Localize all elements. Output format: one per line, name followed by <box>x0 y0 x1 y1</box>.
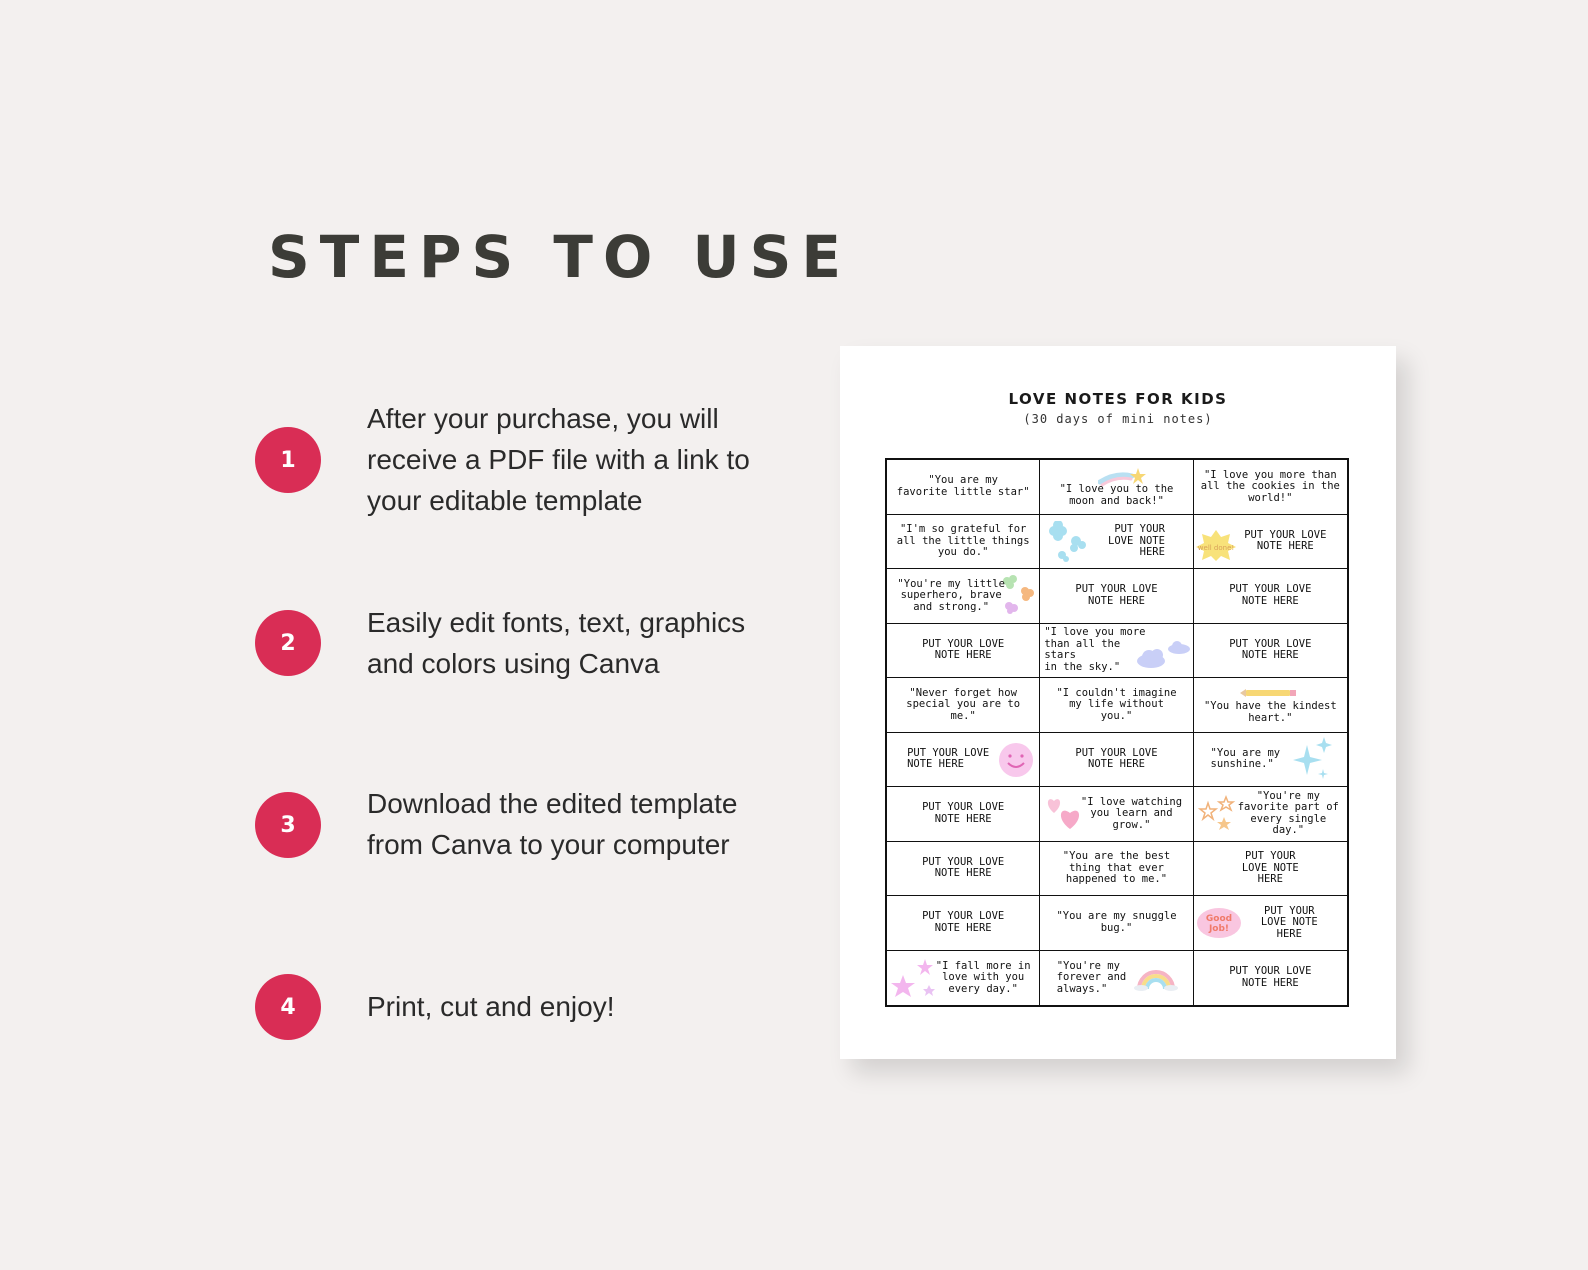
note-text: PUT YOUR LOVE NOTE HERE <box>1229 637 1312 662</box>
note-text: "I fall more in love with you every day." <box>935 959 1031 995</box>
note-card <box>1194 951 1347 1006</box>
step-number-badge: 2 <box>255 610 321 676</box>
note-card <box>1194 569 1347 624</box>
note-text: "I love you to the moon and back!" <box>1059 483 1174 507</box>
note-text: PUT YOUR LOVE NOTE HERE <box>1260 904 1318 940</box>
note-text: PUT YOUR LOVE NOTE HERE <box>1244 528 1327 553</box>
step-text: Print, cut and enjoy! <box>367 991 615 1022</box>
note-text: "You are my snuggle bug." <box>1056 910 1177 934</box>
rainbow-icon <box>1133 963 1179 995</box>
template-preview-page <box>840 346 1396 1059</box>
note-text: PUT YOUR LOVE NOTE HERE <box>1241 850 1299 885</box>
note-text: "You are my sunshine." <box>1210 746 1281 771</box>
note-card <box>887 842 1040 897</box>
svg-text:Good: Good <box>1205 914 1232 924</box>
note-card <box>1040 624 1193 679</box>
note-text: "I love watching you learn and grow." <box>1080 795 1183 831</box>
note-text: "Never forget how special you are to me." <box>906 686 1021 722</box>
note-text: PUT YOUR LOVE NOTE HERE <box>922 910 1005 934</box>
note-card <box>1040 842 1193 897</box>
note-card <box>1194 678 1347 733</box>
note-text: "You're my little superhero, brave and strong." <box>897 577 1005 613</box>
note-card <box>887 569 1040 624</box>
good-job-badge-icon <box>1196 906 1242 944</box>
page-title: STEPS TO USE <box>268 223 851 291</box>
note-card <box>887 678 1040 733</box>
note-card <box>1194 733 1347 788</box>
step-number-badge: 4 <box>255 974 321 1040</box>
smiley-icon <box>997 741 1035 783</box>
note-text: "I couldn't imagine my life without you." <box>1056 686 1177 722</box>
note-text: PUT YOUR LOVE NOTE HERE <box>907 746 990 771</box>
note-card <box>887 951 1040 1006</box>
note-card <box>1040 896 1193 951</box>
note-text: PUT YOUR LOVE NOTE HERE <box>1075 583 1158 607</box>
step-text: Download the edited template from Canva to your computer <box>367 788 738 860</box>
note-text: "I'm so grateful for all the little things you do." <box>896 523 1030 558</box>
template-subtitle: (30 days of mini notes) <box>1023 412 1213 426</box>
note-card <box>1040 787 1193 842</box>
love-notes-grid <box>885 458 1349 1007</box>
note-text: "I love you more than all the cookies in the world!" <box>1200 468 1340 504</box>
note-card <box>1040 569 1193 624</box>
note-text: "You're my favorite part of every single day." <box>1237 789 1339 837</box>
note-card <box>887 624 1040 679</box>
note-card <box>887 896 1040 951</box>
note-text: "You are my favorite little star" <box>896 474 1030 498</box>
note-card <box>1040 951 1193 1006</box>
step-number-badge: 1 <box>255 427 321 493</box>
note-card <box>1194 787 1347 842</box>
note-text: "You're my forever and always." <box>1056 959 1127 995</box>
note-card <box>887 787 1040 842</box>
note-text: "You have the kindest heart." <box>1203 700 1337 724</box>
note-card <box>1040 460 1193 515</box>
note-card <box>1194 842 1347 897</box>
note-card <box>887 460 1040 515</box>
note-text: PUT YOUR LOVE NOTE HERE <box>1229 965 1312 989</box>
stars-icon <box>1198 793 1238 839</box>
step-text: After your purchase, you will receive a PDF file with a link to your editable template <box>367 403 750 516</box>
note-text: PUT YOUR LOVE NOTE HERE <box>922 801 1005 825</box>
svg-text:well done!: well done! <box>1197 543 1234 552</box>
note-card <box>887 733 1040 788</box>
step-number-badge: 3 <box>255 792 321 858</box>
note-text: "You are the best thing that ever happened to me." <box>1062 850 1171 885</box>
note-card <box>1040 678 1193 733</box>
note-text: PUT YOUR LOVE NOTE HERE <box>922 637 1005 662</box>
well-done-badge-icon <box>1196 529 1236 565</box>
step-text: Easily edit fonts, text, graphics and colors using Canva <box>367 607 746 679</box>
svg-text:Job!: Job! <box>1208 924 1229 934</box>
note-text: PUT YOUR LOVE NOTE HERE <box>1075 746 1158 771</box>
note-text: "I love you more than all the stars in the sky." <box>1044 626 1146 673</box>
note-card <box>1194 624 1347 679</box>
note-card <box>1194 460 1347 515</box>
note-card <box>887 515 1040 570</box>
note-card <box>1040 733 1193 788</box>
flowers-icon <box>1044 521 1088 567</box>
note-card <box>1194 515 1347 570</box>
note-card <box>1194 896 1347 951</box>
note-text: PUT YOUR LOVE NOTE HERE <box>1108 523 1165 558</box>
note-text: PUT YOUR LOVE NOTE HERE <box>1229 583 1312 607</box>
template-title: LOVE NOTES FOR KIDS <box>1008 390 1228 408</box>
sparkles-icon <box>1293 737 1333 785</box>
pink-stars-icon <box>889 955 941 1005</box>
note-text: PUT YOUR LOVE NOTE HERE <box>922 855 1005 880</box>
note-card <box>1040 515 1193 570</box>
